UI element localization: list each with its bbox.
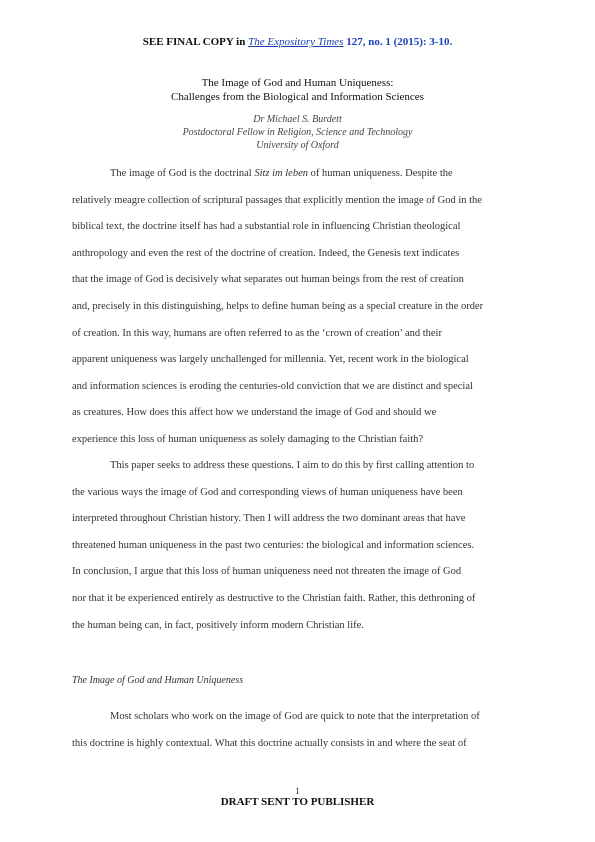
p2-line-5: In conclusion, I argue that this loss of human uniqueness need not threaten the image of God: [72, 566, 462, 578]
sitz-im-leben-term: Sitz im leben: [254, 168, 309, 179]
p2-line-3: interpreted throughout Christian history. Then I will address the two dominant areas that have: [72, 513, 466, 525]
p1-line-3: biblical text, the doctrine itself has had a substantial role in influencing Christian theological: [72, 221, 461, 233]
draft-notice: DRAFT SENT TO PUBLISHER: [220, 796, 375, 808]
p1-line-11: experience this loss of human uniqueness as solely damaging to the Christian faith?: [72, 433, 424, 445]
title-line-1: The Image of God and Human Uniqueness:: [201, 77, 394, 89]
p1-line-6: and, precisely in this distinguishing, helps to define human being as a special creature in the order: [72, 300, 484, 312]
p2-line-6: nor that it be experienced entirely as destructive to the Christian faith. Rather, this dethroning of: [72, 592, 476, 604]
p1-line-10: as creatures. How does this affect how we understand the image of God and should we: [72, 407, 437, 419]
p3-line-2: this doctrine is highly contextual. What this doctrine actually consists in and where the seat of: [72, 737, 467, 749]
p2-line-7: the human being can, in fact, positively inform modern Christian life.: [72, 619, 364, 631]
paragraph-2: [72, 453, 523, 639]
paper-title: [0, 76, 595, 104]
p1-line-7: of creation. In this way, humans are often referred to as the ‘crown of creation’ and their: [72, 327, 442, 339]
author-affiliation: University of Oxford: [256, 140, 339, 151]
p2-line-2: the various ways the image of God and corresponding views of human uniqueness have been: [72, 486, 463, 498]
title-line-2: Challenges from the Biological and Information Sciences: [171, 91, 424, 103]
p1-line-1: The image of God is the doctrinal Sitz im leben of human uniqueness. Despite the: [110, 168, 453, 179]
citation-header: [0, 36, 595, 48]
citation-details[interactable]: 127, no. 1 (2015): 3-10.: [346, 36, 453, 48]
p2-line-4: threatened human uniqueness in the past two centuries: the biological and information sciences.: [72, 539, 475, 551]
journal-link[interactable]: The Expository Times: [248, 36, 344, 48]
author-position: Postdoctoral Fellow in Religion, Science and Technology: [182, 127, 413, 138]
p3-line-1: Most scholars who work on the image of God are quick to note that the interpretation of: [110, 711, 480, 722]
paragraph-3: [72, 704, 523, 757]
p1-line-2: relatively meagre collection of scriptural passages that explicitly mention the image of God in the: [72, 194, 482, 206]
page-number: 1: [295, 786, 300, 796]
p1-line-5: that the image of God is decisively what separates out human beings from the rest of creation: [72, 274, 464, 286]
citation-prefix: SEE FINAL COPY in: [142, 36, 246, 48]
p1-line-8: apparent uniqueness was largely unchallenged for millennia. Yet, recent work in the biological: [72, 354, 469, 366]
paragraph-1: [72, 161, 523, 454]
section-heading: The Image of God and Human Uniqueness: [72, 675, 244, 686]
author-block: [0, 113, 595, 152]
p1-line-4: anthropology and even the rest of the doctrine of creation. Indeed, the Genesis text indicates: [72, 247, 460, 259]
p1-line-9: and information sciences is eroding the centuries-old conviction that we are distinct and special: [72, 380, 473, 392]
author-name: Dr Michael S. Burdett: [253, 114, 342, 125]
p2-line-1: This paper seeks to address these questions. I aim to do this by first calling attention to: [110, 460, 475, 471]
